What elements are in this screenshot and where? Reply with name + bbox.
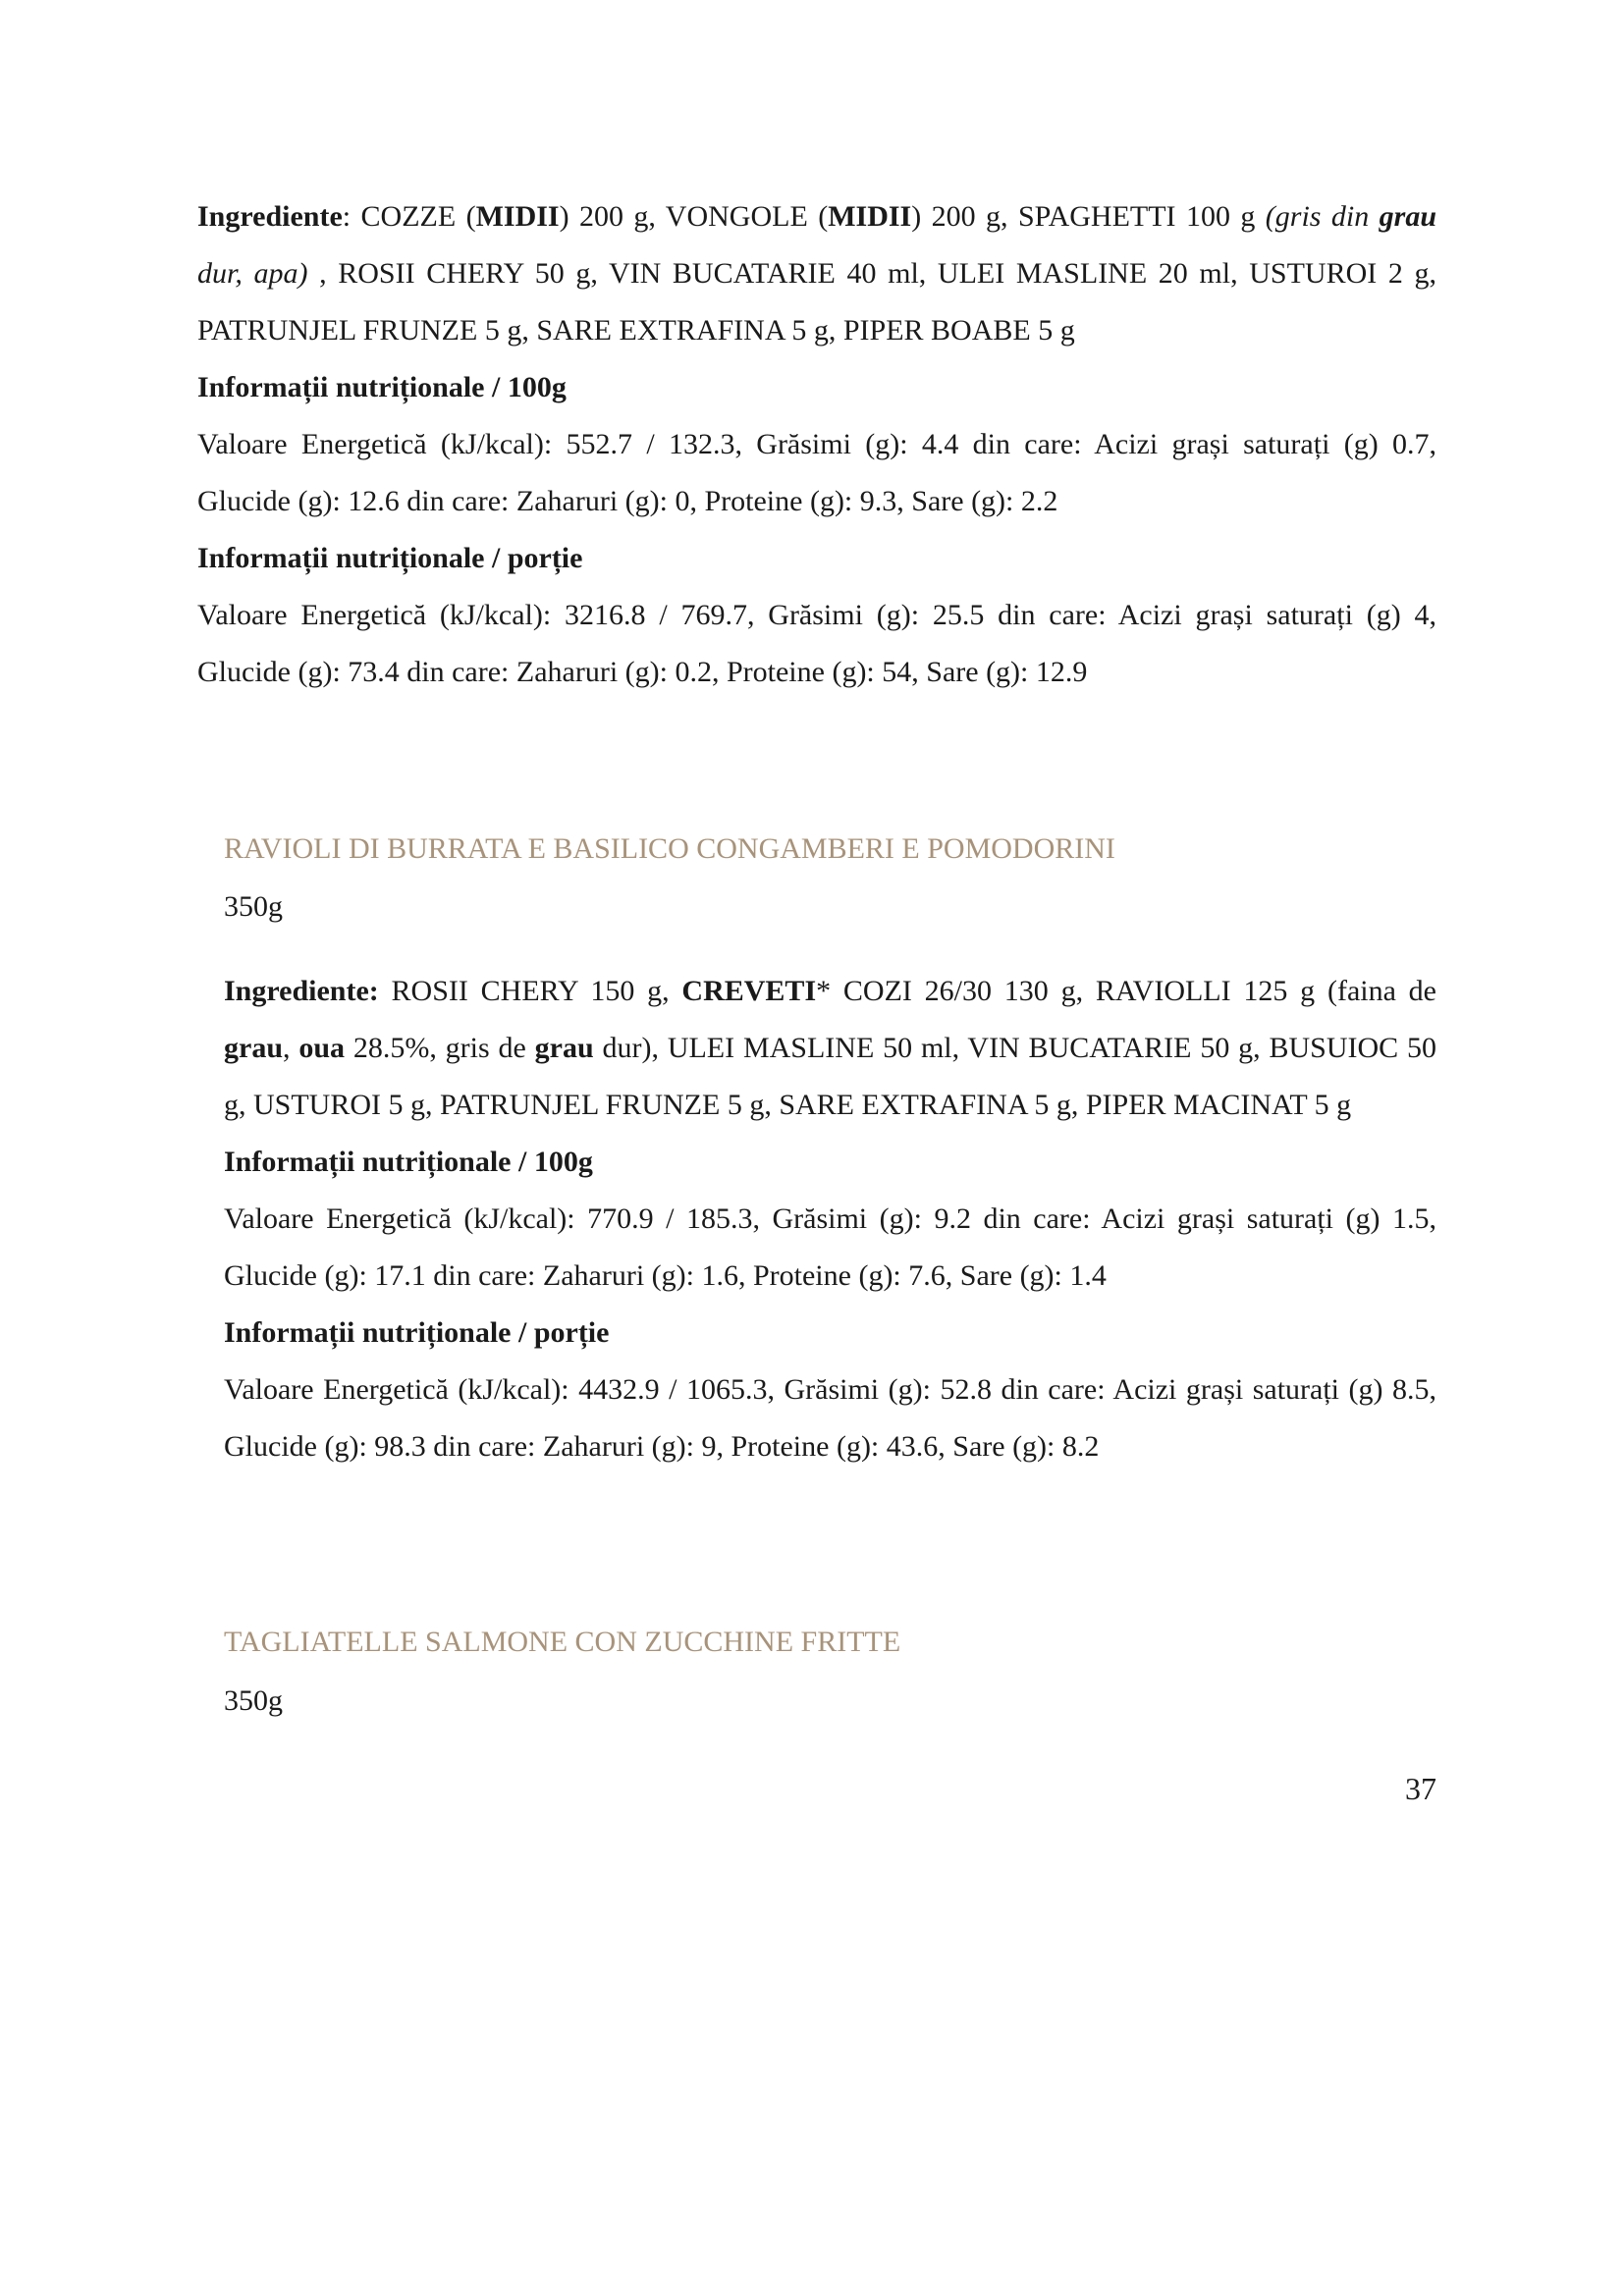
text-run: ) 200 g, VONGOLE ( xyxy=(559,200,829,233)
nutrition-portion-heading: Informații nutriționale / porție xyxy=(224,1316,610,1349)
text-run: grau xyxy=(534,1032,594,1064)
text-run: , xyxy=(283,1032,299,1064)
recipe-weight: 350g xyxy=(224,1684,283,1717)
text-run: grau xyxy=(224,1032,283,1064)
text-run: oua xyxy=(298,1032,346,1064)
text-run: Ingrediente xyxy=(197,200,343,233)
nutrition-100g-heading: Informații nutriționale / 100g xyxy=(197,371,567,403)
ingredients-paragraph xyxy=(197,188,1436,359)
text-run: * COZI 26/30 130 g, RAVIOLLI 125 g (faina de xyxy=(816,975,1437,1007)
text-run: (gris din xyxy=(1265,200,1380,233)
nutrition-100g-values: Valoare Energetică (kJ/kcal): 770.9 / 185.3, Grăsimi (g): 9.2 din care: Acizi grași saturați (g) 1.5, Glucide (g): 17.1 din care: Zaharuri (g): 1.6, Proteine (g): 7.6, Sare (g): 1.4 xyxy=(224,1202,1436,1292)
text-run: ROSII CHERY 150 g, xyxy=(378,975,682,1007)
recipe-weight: 350g xyxy=(224,890,283,923)
ingredients-paragraph xyxy=(224,963,1436,1134)
text-run: : COZZE ( xyxy=(342,200,476,233)
text-run: grau xyxy=(1379,200,1436,233)
nutrition-portion-heading: Informații nutriționale / porție xyxy=(197,542,583,574)
text-run: dur), ULEI MASLINE 50 ml, VIN BUCATARIE 50 g, BUSUIOC 50 g, USTUROI 5 g, PATRUNJEL FRUNZE 5 g, SARE EXTRAFINA 5 g, PIPER MACINAT 5 g xyxy=(224,1032,1437,1121)
recipe-section-2 xyxy=(224,963,1436,1475)
nutrition-100g-values: Valoare Energetică (kJ/kcal): 552.7 / 132.3, Grăsimi (g): 4.4 din care: Acizi grași saturați (g) 0.7, Glucide (g): 12.6 din care: Zaharuri (g): 0, Proteine (g): 9.3, Sare (g): 2.2 xyxy=(197,428,1436,517)
text-run: CREVETI xyxy=(681,975,817,1007)
text-run: 28.5%, gris de xyxy=(345,1032,535,1064)
recipe-section-1 xyxy=(197,188,1436,701)
recipe-title: RAVIOLI DI BURRATA E BASILICO CONGAMBERI E POMODORINI xyxy=(224,832,1115,865)
text-run: ) 200 g, SPAGHETTI 100 g xyxy=(911,200,1266,233)
page-number: 37 xyxy=(1405,1771,1436,1806)
text-run: MIDII xyxy=(475,200,560,233)
text-run: , ROSII CHERY 50 g, VIN BUCATARIE 40 ml, ULEI MASLINE 20 ml, USTUROI 2 g, PATRUNJEL FRUNZE 5 g, SARE EXTRAFINA 5 g, PIPER BOABE 5 g xyxy=(197,257,1437,347)
text-run: Ingrediente: xyxy=(224,975,379,1007)
nutrition-portion-values: Valoare Energetică (kJ/kcal): 4432.9 / 1065.3, Grăsimi (g): 52.8 din care: Acizi grași saturați (g) 8.5, Glucide (g): 98.3 din care: Zaharuri (g): 9, Proteine (g): 43.6, Sare (g): 8.2 xyxy=(224,1373,1436,1463)
text-run: MIDII xyxy=(828,200,912,233)
text-run: dur, apa) xyxy=(197,257,308,290)
recipe-title: TAGLIATELLE SALMONE CON ZUCCHINE FRITTE xyxy=(224,1626,901,1658)
nutrition-portion-values: Valoare Energetică (kJ/kcal): 3216.8 / 769.7, Grăsimi (g): 25.5 din care: Acizi grași saturați (g) 4, Glucide (g): 73.4 din care: Zaharuri (g): 0.2, Proteine (g): 54, Sare (g): 12.9 xyxy=(197,599,1436,688)
nutrition-100g-heading: Informații nutriționale / 100g xyxy=(224,1146,593,1178)
